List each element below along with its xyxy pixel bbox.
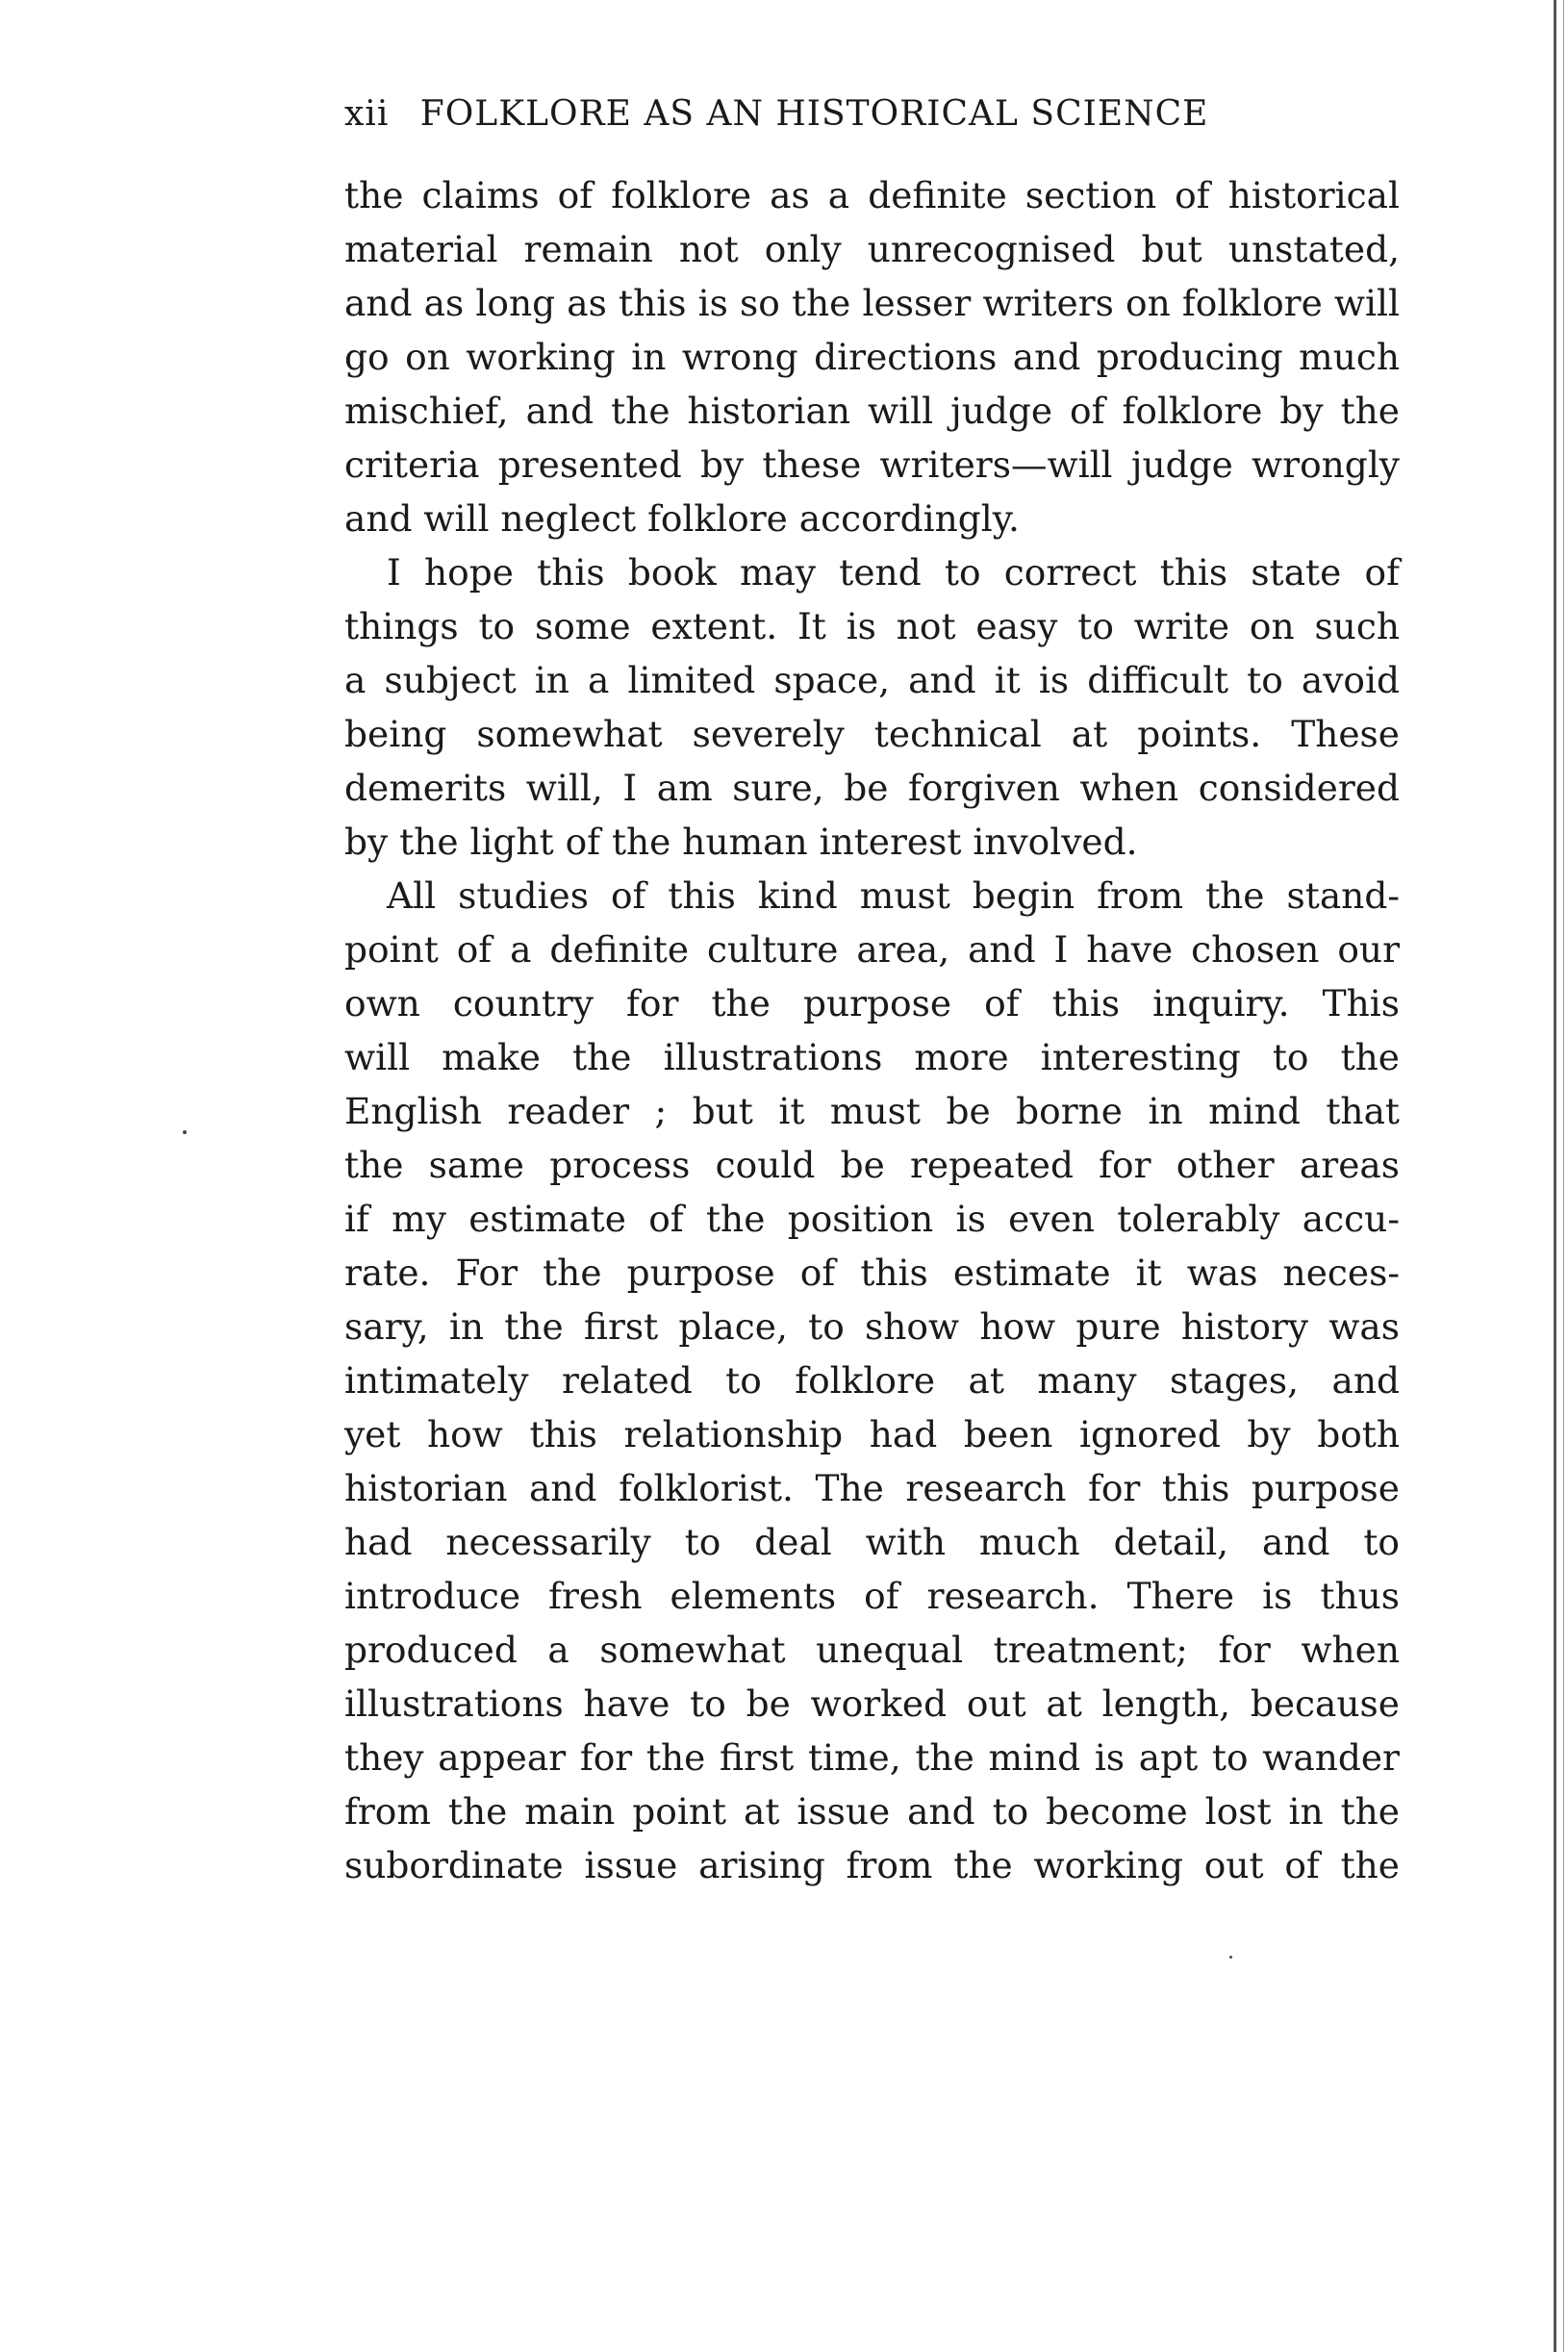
text-line: and as long as this is so the lesser writers on folklore will	[344, 282, 1400, 324]
text-line: point of a definite culture area, and I have chosen our	[344, 928, 1400, 971]
text-line: the claims of folklore as a definite section of historical	[344, 174, 1400, 216]
text-line: things to some extent. It is not easy to write on such	[344, 605, 1400, 647]
text-line: sary, in the first place, to show how pure history was	[344, 1305, 1400, 1348]
running-title: FOLKLORE AS AN HISTORICAL SCIENCE	[419, 94, 1209, 134]
text-line: and will neglect folklore accordingly.	[344, 497, 1020, 540]
text-line: yet how this relationship had been ignored by both	[344, 1413, 1400, 1455]
text-line: demerits will, I am sure, be forgiven when considered	[344, 767, 1400, 809]
text-line: go on working in wrong directions and producing much	[344, 336, 1400, 378]
ink-speck	[1229, 1956, 1232, 1959]
text-line: had necessarily to deal with much detail, and to	[344, 1521, 1400, 1563]
page-number: xii	[344, 94, 390, 134]
text-line: by the light of the human interest involved.	[344, 821, 1138, 863]
text-line: I hope this book may tend to correct this state of	[387, 551, 1400, 594]
ink-speck	[183, 1130, 187, 1134]
text-line: being somewhat severely technical at points. These	[344, 713, 1400, 755]
text-line: criteria presented by these writers—will judge wrongly	[344, 443, 1400, 486]
text-line: introduce fresh elements of research. There is thus	[344, 1575, 1400, 1617]
text-line: subordinate issue arising from the working out of the	[344, 1844, 1400, 1886]
page-edge-line	[1563, 0, 1564, 2352]
text-line: mischief, and the historian will judge of folklore by the	[344, 390, 1400, 432]
text-line: material remain not only unrecognised but unstated,	[344, 228, 1400, 270]
text-line: from the main point at issue and to become lost in the	[344, 1790, 1400, 1833]
text-line: produced a somewhat unequal treatment; for when	[344, 1629, 1400, 1671]
text-line: will make the illustrations more interesting to the	[344, 1036, 1400, 1078]
page-edge-shadow	[1554, 0, 1556, 2352]
text-line: historian and folklorist. The research for this purpose	[344, 1467, 1400, 1509]
text-line: All studies of this kind must begin from the stand-	[387, 874, 1400, 917]
text-line: English reader ; but it must be borne in mind that	[344, 1090, 1400, 1132]
text-line: the same process could be repeated for other areas	[344, 1144, 1400, 1186]
text-line: a subject in a limited space, and it is difficult to avoid	[344, 659, 1400, 701]
text-line: if my estimate of the position is even tolerably accu-	[344, 1198, 1400, 1240]
text-line: own country for the purpose of this inquiry. This	[344, 982, 1400, 1024]
running-head	[344, 94, 1403, 134]
text-line: intimately related to folklore at many stages, and	[344, 1359, 1400, 1402]
text-line: they appear for the first time, the mind is apt to wander	[344, 1736, 1400, 1779]
text-line: rate. For the purpose of this estimate it was neces-	[344, 1252, 1400, 1294]
body-text	[344, 168, 1400, 1892]
text-line: illustrations have to be worked out at length, because	[344, 1682, 1400, 1725]
